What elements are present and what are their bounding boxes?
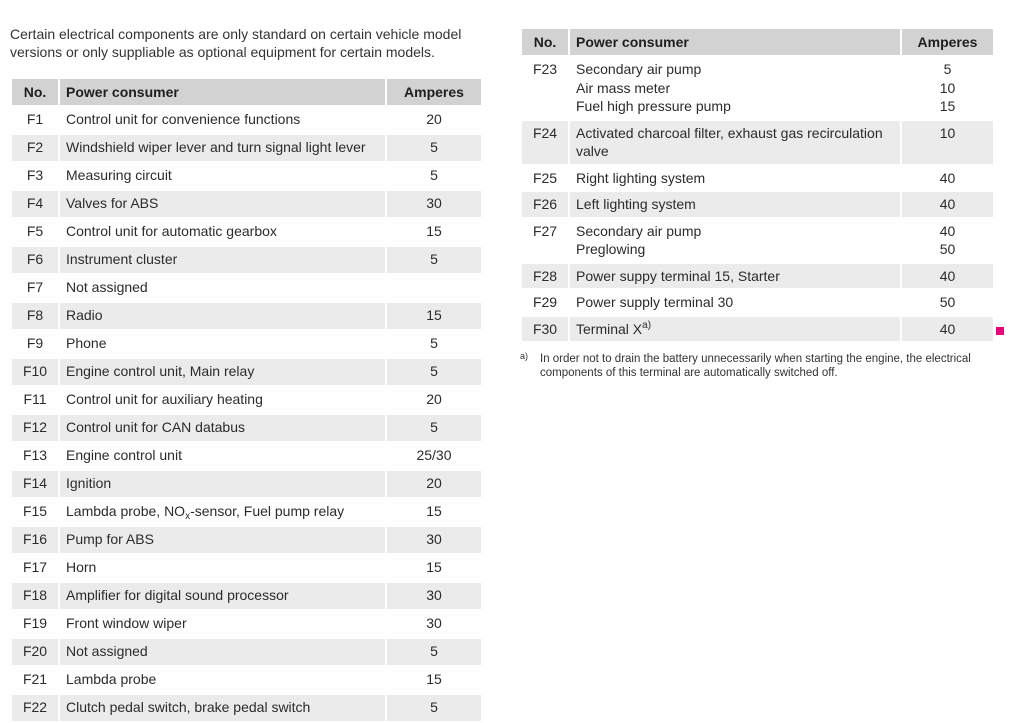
table-row [12,443,481,471]
amperes-value: 15 [426,671,442,687]
amperes-cell [902,57,993,121]
amperes-cell [387,107,481,135]
consumer-line [576,97,894,116]
amperes-value: 15 [426,307,442,323]
column-header-amperes: Amperes [387,79,481,107]
table-row [12,611,481,639]
amperes-cell [387,527,481,555]
power-consumer-cell [60,163,387,191]
amperes-cell [902,290,993,317]
consumer-text: Power suppy terminal 15, Starter [576,267,780,284]
fuse-number-cell: F15 [12,499,60,527]
fuse-number-cell: F8 [12,303,60,331]
consumer-text: Amplifier for digital sound processor [66,587,289,603]
table-row [12,415,481,443]
amperes-cell [387,443,481,471]
power-consumer-cell [60,611,387,639]
amperes-value: 20 [426,475,442,491]
power-consumer-cell [60,135,387,163]
consumer-line [576,267,894,286]
fuse-number-cell: F18 [12,583,60,611]
table-row [12,247,481,275]
amperes-value: 20 [426,111,442,127]
power-consumer-cell [570,166,902,193]
consumer-line [66,334,379,353]
table-row [12,107,481,135]
power-consumer-cell [570,264,902,291]
amperes-value: 5 [430,335,438,351]
table-row [12,191,481,219]
table-row [522,166,993,193]
fuse-number-cell: F21 [12,667,60,695]
amperes-cell [387,415,481,443]
power-consumer-cell [60,107,387,135]
consumer-text: Control unit for convenience functions [66,111,301,127]
consumer-text: Fuel high pressure pump [576,98,731,114]
amperes-cell [387,555,481,583]
amperes-cell [902,219,993,264]
table-row [12,583,481,611]
table-row [12,387,481,415]
consumer-text: Left lighting system [576,196,696,212]
amperes-value: 5 [430,419,438,435]
amperes-value: 5 [430,167,438,183]
fuse-number-cell: F1 [12,107,60,135]
power-consumer-cell [60,247,387,275]
consumer-line [576,60,894,79]
consumer-text: Secondary air pump [576,61,702,77]
consumer-text: Engine control unit, Main relay [66,363,255,379]
fuse-number-cell: F4 [12,191,60,219]
amperes-value: 30 [426,587,442,603]
subscript-text: x [185,511,191,522]
consumer-line [66,614,379,633]
table-row [12,639,481,667]
consumer-text: Front window wiper [66,615,187,631]
consumer-text: Ignition [66,475,112,491]
consumer-text: -sensor, Fuel pump relay [190,503,345,519]
fuse-number-cell: F24 [522,121,570,166]
amperes-cell [387,191,481,219]
consumer-text: Measuring circuit [66,167,172,183]
end-of-section-marker [996,327,1004,335]
fuse-number-cell: F20 [12,639,60,667]
amperes-cell [387,639,481,667]
consumer-text: Windshield wiper lever and turn signal light lever [66,139,366,155]
consumer-line [66,194,379,213]
table-row [12,303,481,331]
power-consumer-cell [60,555,387,583]
consumer-line [66,390,379,409]
table-row [522,121,993,166]
amperes-value: 50 [939,241,956,257]
amperes-cell [387,611,481,639]
power-consumer-cell [60,583,387,611]
consumer-line [576,79,894,98]
power-consumer-cell [60,303,387,331]
consumer-text: Lambda probe [66,671,157,687]
amperes-cell [902,317,993,344]
consumer-line [576,169,894,188]
column-header-power-consumer: Power consumer [60,79,387,107]
consumer-line [66,166,379,185]
amperes-value: 10 [939,124,956,141]
amperes-value: 40 [939,222,956,239]
fuse-number-cell: F23 [522,57,570,121]
amperes-cell [387,667,481,695]
amperes-value: 40 [939,320,956,337]
consumer-text: Phone [66,335,107,351]
consumer-line [66,670,379,689]
amperes-value: 50 [939,294,956,310]
power-consumer-cell [570,57,902,121]
power-consumer-cell [570,290,902,317]
amperes-value: 15 [426,223,442,239]
consumer-line [576,195,894,214]
consumer-line [66,278,379,297]
amperes-cell [387,583,481,611]
amperes-cell [387,163,481,191]
table-row [12,695,481,723]
fuse-number-cell: F6 [12,247,60,275]
fuse-number-cell: F13 [12,443,60,471]
fuse-number-cell: F25 [522,166,570,193]
footnote-text: In order not to drain the battery unnecessarily when starting the engine, the electrical components of this terminal are automatically switched off. [540,353,971,379]
table-header-row [12,79,481,107]
fuse-number-cell: F28 [522,264,570,291]
column-header-no: No. [522,29,570,57]
consumer-text: Engine control unit [66,447,182,463]
amperes-cell [387,135,481,163]
amperes-value: 5 [430,699,438,715]
table-row [12,667,481,695]
consumer-line [66,558,379,577]
consumer-line [66,138,379,157]
consumer-line [576,222,894,241]
amperes-value: 15 [939,98,956,114]
amperes-value: 5 [943,61,952,77]
amperes-cell [387,499,481,527]
table-row [522,317,993,344]
fuse-number-cell: F19 [12,611,60,639]
consumer-line [66,474,379,493]
table-row [522,264,993,291]
consumer-line [66,698,379,717]
table-row [12,331,481,359]
consumer-text: Clutch pedal switch, brake pedal switch [66,699,311,715]
power-consumer-cell [60,415,387,443]
fuse-number-cell: F12 [12,415,60,443]
consumer-line [576,293,894,312]
power-consumer-cell [60,443,387,471]
column-header-amperes: Amperes [902,29,993,57]
consumer-text: Activated charcoal filter, exhaust gas recirculation valve [576,124,883,159]
fuse-number-cell: F7 [12,275,60,303]
power-consumer-cell [60,219,387,247]
table-row [12,275,481,303]
amperes-value [393,278,475,297]
amperes-cell [387,331,481,359]
fuse-number-cell: F9 [12,331,60,359]
fuse-number-cell: F30 [522,317,570,344]
power-consumer-cell [60,471,387,499]
table-row [12,527,481,555]
consumer-line [576,240,894,259]
amperes-value: 30 [426,195,442,211]
power-consumer-cell [570,317,902,344]
amperes-cell [902,166,993,193]
consumer-text: Valves for ABS [66,195,159,211]
power-consumer-cell [60,499,387,527]
power-consumer-cell [60,359,387,387]
power-consumer-cell [60,639,387,667]
amperes-cell [902,264,993,291]
power-consumer-cell [570,121,902,166]
amperes-value: 15 [426,559,442,575]
consumer-text: Not assigned [66,279,148,295]
consumer-text: Lambda probe, NO [66,503,186,519]
fuse-number-cell: F14 [12,471,60,499]
consumer-text: Instrument cluster [66,251,178,267]
amperes-cell [387,303,481,331]
table-row [522,290,993,317]
fuse-number-cell: F22 [12,695,60,723]
consumer-line [576,320,894,339]
amperes-value: 40 [939,267,956,284]
consumer-text: Terminal X [576,320,643,337]
consumer-line [66,362,379,381]
table-row [12,219,481,247]
amperes-value: 5 [430,363,438,379]
fuse-table-right-body [522,57,993,343]
fuse-number-cell: F26 [522,192,570,219]
consumer-text: Control unit for auxiliary heating [66,391,263,407]
consumer-line [66,586,379,605]
amperes-cell [387,471,481,499]
table-row [12,135,481,163]
amperes-value: 5 [430,139,438,155]
power-consumer-cell [60,527,387,555]
power-consumer-cell [60,331,387,359]
fuse-number-cell: F3 [12,163,60,191]
consumer-line [66,250,379,269]
fuse-number-cell: F10 [12,359,60,387]
consumer-line [66,222,379,241]
consumer-text: Horn [66,559,97,575]
power-consumer-cell [60,667,387,695]
consumer-line [576,124,894,161]
consumer-line [66,418,379,437]
fuse-table-left-body [12,107,481,723]
table-row [522,57,993,121]
intro-text: Certain electrical components are only standard on certain vehicle model versions or only suppliable as optional equipment for certain models. [10,26,462,60]
amperes-value: 20 [426,391,442,407]
amperes-value: 25/30 [416,447,452,463]
amperes-cell [387,219,481,247]
power-consumer-cell [60,387,387,415]
fuse-number-cell: F29 [522,290,570,317]
fuse-table-right [522,29,993,343]
table-row [12,555,481,583]
footnote-mark: a) [520,351,529,361]
power-consumer-cell [570,192,902,219]
fuse-number-cell: F27 [522,219,570,264]
amperes-value: 15 [426,503,442,519]
power-consumer-cell [570,219,902,264]
footnote [520,352,1000,380]
amperes-cell [387,695,481,723]
amperes-cell [387,247,481,275]
consumer-text: Preglowing [576,241,646,257]
fuse-number-cell: F2 [12,135,60,163]
consumer-line [66,530,379,549]
consumer-line [66,642,379,661]
power-consumer-cell [60,275,387,303]
fuse-number-cell: F17 [12,555,60,583]
amperes-value: 10 [939,79,956,96]
table-header-row [522,29,993,57]
amperes-value: 40 [939,196,956,212]
table-row [12,359,481,387]
consumer-text: Pump for ABS [66,531,154,547]
consumer-text: Control unit for automatic gearbox [66,223,277,239]
table-row [12,163,481,191]
footnote-reference: a) [642,319,652,331]
fuse-table-left [12,79,481,723]
amperes-cell [387,387,481,415]
fuse-number-cell: F11 [12,387,60,415]
consumer-text: Air mass meter [576,79,671,96]
amperes-cell [387,359,481,387]
table-row [522,192,993,219]
consumer-text: Not assigned [66,643,148,659]
consumer-text: Secondary air pump [576,222,702,239]
consumer-text: Control unit for CAN databus [66,419,245,435]
consumer-text: Radio [66,307,103,323]
consumer-line [66,110,379,129]
amperes-value: 30 [426,615,442,631]
amperes-cell [902,192,993,219]
table-row [12,499,481,527]
column-header-power-consumer: Power consumer [570,29,902,57]
consumer-text: Power supply terminal 30 [576,294,734,310]
amperes-cell [387,275,481,303]
consumer-text: Right lighting system [576,169,706,186]
power-consumer-cell [60,695,387,723]
consumer-line [66,446,379,465]
amperes-cell [902,121,993,166]
column-header-no: No. [12,79,60,107]
amperes-value: 5 [430,643,438,659]
amperes-value: 40 [939,169,956,186]
table-row [522,219,993,264]
fuse-number-cell: F5 [12,219,60,247]
fuse-number-cell: F16 [12,527,60,555]
power-consumer-cell [60,191,387,219]
consumer-line [66,306,379,325]
table-row [12,471,481,499]
amperes-value: 5 [430,251,438,267]
amperes-value: 30 [426,531,442,547]
